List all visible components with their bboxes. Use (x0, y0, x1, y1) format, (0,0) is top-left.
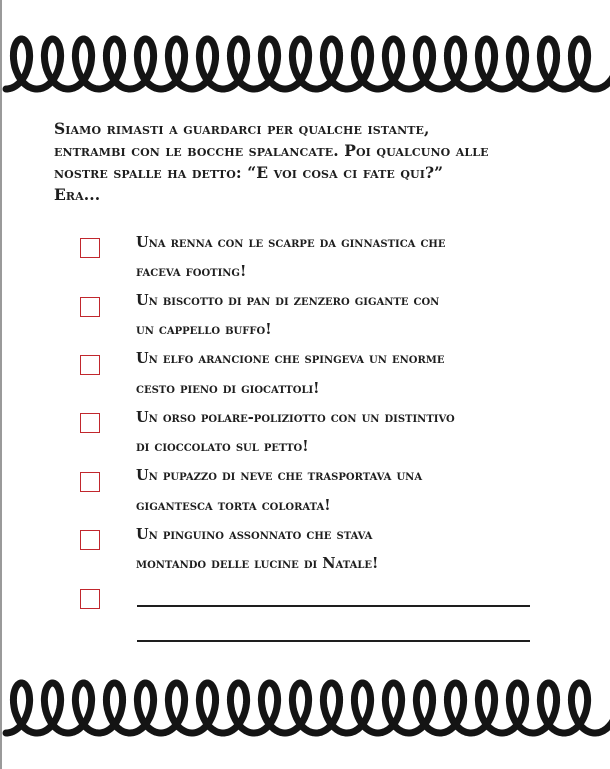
intro-line: nostre spalle ha detto: “E voi cosa ci fate qui?” (54, 163, 444, 182)
page-edge (0, 0, 2, 769)
intro-line: Siamo rimasti a guardarci per qualche istante, (54, 119, 430, 138)
option-text: cesto pieno di giocattoli! (136, 380, 320, 397)
intro-line: entrambi con le bocche spalancate. Poi qualcuno alle (54, 141, 489, 160)
bottom-swirl-border (0, 668, 610, 748)
option-text: di cioccolato sul petto! (136, 438, 309, 455)
option-checkbox[interactable] (80, 413, 100, 433)
option-text: gigantesca torta colorata! (136, 497, 331, 514)
option-text: Un pinguino assonnato che stava (136, 526, 373, 543)
intro-text (54, 118, 574, 206)
option-text: Un pupazzo di neve che trasportava una (136, 467, 423, 484)
write-in-line[interactable] (137, 640, 530, 642)
option-text: Un orso polare-poliziotto con un distintivo (136, 409, 455, 426)
option-checkbox[interactable] (80, 530, 100, 550)
option-checkbox-custom[interactable] (80, 589, 100, 609)
option-checkbox[interactable] (80, 472, 100, 492)
option-text: Una renna con le scarpe da ginnastica che (136, 234, 446, 251)
option-checkbox[interactable] (80, 355, 100, 375)
option-text: Un biscotto di pan di zenzero gigante con (136, 292, 440, 309)
option-text: faceva footing! (136, 263, 247, 280)
option-text: un cappello buffo! (136, 321, 272, 338)
write-in-line[interactable] (137, 605, 530, 607)
option-text: Un elfo arancione che spingeva un enorme (136, 350, 445, 367)
option-text: montando delle lucine di Natale! (136, 555, 379, 572)
option-checkbox[interactable] (80, 238, 100, 258)
intro-line: Era... (54, 185, 101, 204)
top-swirl-border (0, 22, 610, 102)
option-checkbox[interactable] (80, 297, 100, 317)
